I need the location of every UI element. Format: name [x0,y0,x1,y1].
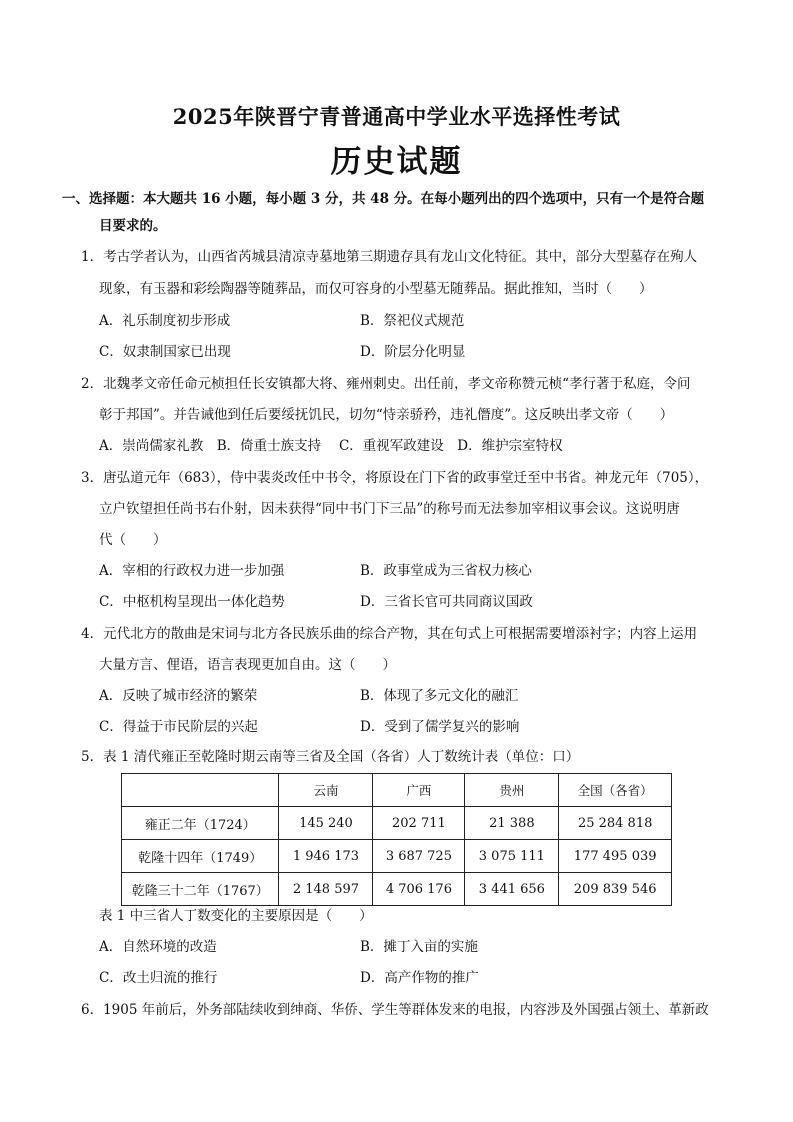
table-cell: 2 148 597 [279,873,373,906]
q4-option-b: B．体现了多元文化的融汇 [360,688,519,704]
table-cell: 202 711 [373,807,465,840]
section-heading-line2: 目要求的。 [99,218,167,234]
q3-option-b: B．政事堂成为三省权力核心 [360,563,532,579]
population-table [121,773,672,906]
q3-stem-line3: 代（ ） [99,532,167,548]
q4-option-d: D．受到了儒学复兴的影响 [360,719,520,735]
q4-option-c: C．得益于市民阶层的兴起 [99,719,258,735]
table-header-cell [122,774,279,807]
table-cell-year: 乾隆十四年（1749） [122,840,279,873]
table-row [122,840,672,873]
table-header-cell: 贵州 [465,774,559,807]
q2-options: A．崇尚儒家礼教 B．倚重士族支持 C．重视军政建设 D．维护宗室特权 [99,438,563,454]
q3-stem-line1: 3．唐弘道元年（683），侍中裴炎改任中书令，将原设在门下省的政事堂迁至中书省。神龙元年（705）， [81,470,709,486]
q5-option-c: C．改土归流的推行 [99,970,218,986]
q1-option-b: B．祭祀仪式规范 [360,313,465,329]
table-cell: 3 687 725 [373,840,465,873]
q2-stem-line1: 2．北魏孝文帝任命元桢担任长安镇都大将、雍州刺史。出任前，孝文帝称赞元桢“孝行著于私庭，令问 [81,376,691,392]
q5-option-b: B．摊丁入亩的实施 [360,939,478,955]
table-header-cell: 云南 [279,774,373,807]
q1-option-c: C．奴隶制国家已出现 [99,344,231,360]
q1-stem-line2: 现象，有玉器和彩绘陶器等随葬品，而仅可容身的小型墓无随葬品。据此推知，当时（ ） [99,281,653,297]
table-cell: 3 075 111 [465,840,559,873]
q5-option-d: D．高产作物的推广 [360,970,479,986]
q3-option-a: A．宰相的行政权力进一步加强 [99,563,285,579]
table-cell: 177 495 039 [559,840,672,873]
q1-option-a: A．礼乐制度初步形成 [99,313,231,329]
q1-stem-line1: 1．考古学者认为，山西省芮城县清凉寺墓地第三期遗存具有龙山文化特征。其中，部分大型墓存在殉人 [81,249,698,265]
table-cell-year: 乾隆三十二年（1767） [122,873,279,906]
q4-stem-line1: 4．元代北方的散曲是宋词与北方各民族乐曲的综合产物，其在句式上可根据需要增添衬字；内容上运用 [81,626,698,642]
table-row [122,807,672,840]
q2-stem-line2: 彰于邦国”。并告诫他到任后要绥抚饥民，切勿“恃亲骄矜，违礼僭度”。这反映出孝文帝（ ） [99,407,674,423]
table-cell: 209 839 546 [559,873,672,906]
table-header-cell: 全国（各省） [559,774,672,807]
table-cell: 25 284 818 [559,807,672,840]
table-header-row [122,774,672,807]
q5-stem-line2: 表 1 中三省人丁数变化的主要原因是（ ） [99,908,373,924]
table-cell: 1 946 173 [279,840,373,873]
table-cell: 4 706 176 [373,873,465,906]
q5-stem-line1: 5．表 1 清代雍正至乾隆时期云南等三省及全国（各省）人丁数统计表（单位：口） [81,749,580,765]
table-cell: 145 240 [279,807,373,840]
table-header-cell: 广西 [373,774,465,807]
q4-stem-line2: 大量方言、俚语，语言表现更加自由。这（ ） [99,657,396,673]
q3-stem-line2: 立户钦望担任尚书右仆射，因未获得“同中书门下三品”的称号而无法参加宰相议事会议。这说明唐 [99,501,680,517]
section-heading-line1: 一、选择题：本大题共 16 小题，每小题 3 分，共 48 分。在每小题列出的四个选项中，只有一个是符合题 [62,191,705,207]
q6-stem-line1: 6．1905 年前后，外务部陆续收到绅商、华侨、学生等群体发来的电报，内容涉及外国强占领土、革新政 [81,1002,709,1018]
table-cell-year: 雍正二年（1724） [122,807,279,840]
q4-option-a: A．反映了城市经济的繁荣 [99,688,258,704]
q3-option-c: C．中枢机构呈现出一体化趋势 [99,594,285,610]
table-cell: 3 441 656 [465,873,559,906]
table-row [122,873,672,906]
q3-option-d: D．三省长官可共同商议国政 [360,594,533,610]
table-cell: 21 388 [465,807,559,840]
exam-title: 2025年陕晋宁青普通高中学业水平选择性考试 [172,104,621,129]
subject-title: 历史试题 [330,144,463,180]
q1-option-d: D．阶层分化明显 [360,344,466,360]
q5-option-a: A．自然环境的改造 [99,939,217,955]
